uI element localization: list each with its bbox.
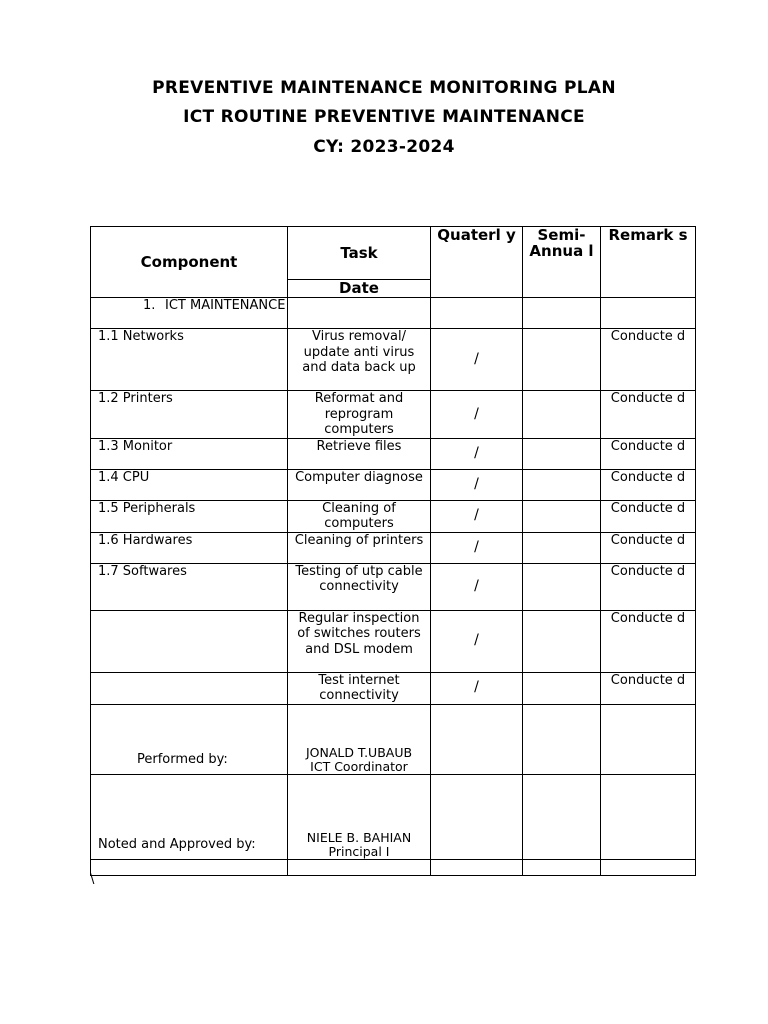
row-component: 1.2 Printers bbox=[91, 391, 288, 439]
row-component: 1.6 Hardwares bbox=[91, 532, 288, 563]
row-task: Cleaning of printers bbox=[288, 532, 431, 563]
check-mark: / bbox=[431, 469, 523, 500]
noted-approved-name: NIELE B. BAHIAN bbox=[306, 829, 412, 845]
table-row bbox=[91, 672, 696, 704]
plan-subtitle: ICT ROUTINE PREVENTIVE MAINTENANCE bbox=[183, 107, 585, 127]
row-component bbox=[91, 610, 288, 672]
section-ict-maintenance bbox=[91, 298, 288, 329]
header-quarterly: Quaterl y bbox=[431, 227, 523, 298]
row-remark: Conducte d bbox=[601, 672, 696, 704]
header-component: Component bbox=[91, 227, 288, 298]
row-component bbox=[91, 672, 288, 704]
blank-row bbox=[91, 859, 696, 875]
check-mark: / bbox=[431, 329, 523, 391]
row-remark: Conducte d bbox=[601, 563, 696, 610]
plan-title: PREVENTIVE MAINTENANCE MONITORING PLAN bbox=[152, 78, 616, 98]
table-row bbox=[91, 391, 696, 439]
row-task: Regular inspection of switches routers and DSL modem bbox=[288, 610, 431, 672]
check-mark: / bbox=[431, 391, 523, 439]
performed-by-label: Performed by: bbox=[91, 704, 288, 774]
row-task: Computer diagnose bbox=[288, 469, 431, 500]
row-component: 1.3 Monitor bbox=[91, 438, 288, 469]
table-row bbox=[91, 329, 696, 391]
row-task: Testing of utp cable connectivity bbox=[288, 563, 431, 610]
stray-backslash: \ bbox=[90, 872, 95, 887]
check-mark: / bbox=[431, 500, 523, 532]
section-label: ICT MAINTENANCE bbox=[165, 298, 286, 313]
row-component: 1.7 Softwares bbox=[91, 563, 288, 610]
row-task: Reformat and reprogram computers bbox=[288, 391, 431, 439]
header-remarks: Remark s bbox=[601, 227, 696, 298]
row-component: 1.5 Peripherals bbox=[91, 500, 288, 532]
noted-approved-label: Noted and Approved by: bbox=[91, 774, 288, 859]
table-row bbox=[91, 500, 696, 532]
check-mark: / bbox=[431, 610, 523, 672]
table-row bbox=[91, 532, 696, 563]
row-component: 1.4 CPU bbox=[91, 469, 288, 500]
row-remark: Conducte d bbox=[601, 391, 696, 439]
performed-by-signatory bbox=[288, 704, 431, 774]
check-mark: / bbox=[431, 532, 523, 563]
check-mark: / bbox=[431, 672, 523, 704]
row-remark: Conducte d bbox=[601, 500, 696, 532]
check-mark: / bbox=[431, 438, 523, 469]
row-remark: Conducte d bbox=[601, 438, 696, 469]
signature-row-noted bbox=[91, 774, 696, 859]
row-task: Virus removal/ update anti virus and data back up bbox=[288, 329, 431, 391]
header-date: Date bbox=[288, 280, 431, 298]
table-row bbox=[91, 438, 696, 469]
row-remark: Conducte d bbox=[601, 329, 696, 391]
noted-approved-title: Principal I bbox=[328, 843, 390, 859]
row-remark: Conducte d bbox=[601, 469, 696, 500]
row-task: Test internet connectivity bbox=[288, 672, 431, 704]
calendar-year: CY: 2023-2024 bbox=[313, 137, 455, 157]
performed-by-name: JONALD T.UBAUB bbox=[305, 744, 413, 760]
row-task: Retrieve files bbox=[288, 438, 431, 469]
row-component: 1.1 Networks bbox=[91, 329, 288, 391]
performed-by-title: ICT Coordinator bbox=[310, 758, 408, 774]
table-row bbox=[91, 610, 696, 672]
row-remark: Conducte d bbox=[601, 532, 696, 563]
table-row bbox=[91, 469, 696, 500]
row-task: Cleaning of computers bbox=[288, 500, 431, 532]
noted-approved-signatory bbox=[288, 774, 431, 859]
header-task: Task bbox=[288, 227, 431, 280]
check-mark: / bbox=[431, 563, 523, 610]
signature-row-performed bbox=[91, 704, 696, 774]
header-semi-annual: Semi- Annua l bbox=[523, 227, 601, 298]
maintenance-table bbox=[90, 226, 696, 876]
row-remark: Conducte d bbox=[601, 610, 696, 672]
table-row bbox=[91, 563, 696, 610]
section-number: 1. bbox=[143, 298, 156, 313]
